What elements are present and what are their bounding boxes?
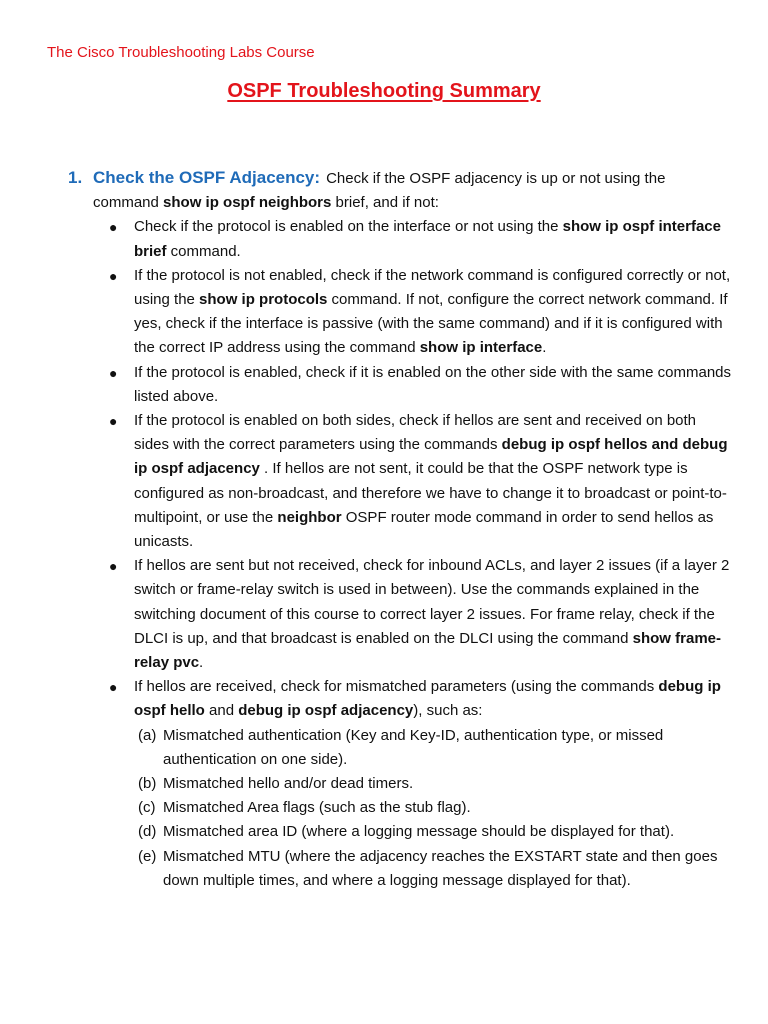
section-check-adjacency xyxy=(68,166,733,893)
list-item-text: . If hellos are not sent, it could be that the OSPF network type is configured as non-broadcast, and therefore we have to change it to broadcast or point-to-multipoint, or use the xyxy=(134,460,727,526)
list-item xyxy=(93,554,733,675)
sub-item-text: Mismatched MTU (where the adjacency reaches the EXSTART state and then goes down multiple times, and where a logging message displayed for that). xyxy=(163,847,718,889)
list-item xyxy=(93,215,733,263)
sub-item-marker: (c) xyxy=(138,799,156,817)
mismatch-list xyxy=(93,724,733,893)
list-item xyxy=(93,264,733,361)
bullet-icon: ● xyxy=(109,364,118,381)
sub-item-marker: (e) xyxy=(138,847,157,865)
bullet-icon: ● xyxy=(109,679,118,696)
sub-item-marker: (d) xyxy=(138,823,157,841)
sub-list-item xyxy=(93,796,733,820)
command-text: show ip interface xyxy=(419,339,543,357)
intro-text-end: brief, and if not: xyxy=(331,194,439,212)
sub-item-text: Mismatched authentication (Key and Key-ID, authentication type, or missed authentication on one side). xyxy=(163,726,664,768)
course-header: The Cisco Troubleshooting Labs Course xyxy=(47,44,315,61)
command-text: neighbor xyxy=(277,508,342,526)
list-item-text: If hellos are received, check for mismatched parameters (using the commands xyxy=(134,678,659,696)
list-item-text: If the protocol is not enabled, check if the network command is configured correctly or not, using the xyxy=(134,266,731,309)
sub-list-item xyxy=(93,772,733,796)
section-number: 1. xyxy=(68,168,83,187)
list-item-text: If hellos are sent but not received, check for inbound ACLs, and layer 2 issues (if a layer 2 switch or frame-relay switch is used in between). Use the commands explained in the switching document of this course to correct layer 2 issues. For frame relay, check if the DLCI is up, and that broadcast is enabled on the DLCI using the command xyxy=(134,557,730,647)
sub-list-item xyxy=(93,845,733,893)
list-item-text: ), such as: xyxy=(413,702,483,720)
section-heading: Check the OSPF Adjacency: xyxy=(93,168,321,187)
list-item-text: command. xyxy=(166,242,241,260)
bullet-icon: ● xyxy=(109,558,118,575)
section-intro xyxy=(68,166,733,215)
command-text: debug ip ospf hellos and debug ip ospf adjacency xyxy=(134,436,728,478)
list-item-text: . xyxy=(199,654,204,672)
document-title-text: OSPF Troubleshooting Summary xyxy=(227,80,541,102)
list-item-text: OSPF router mode command in order to send hellos as unicasts. xyxy=(134,508,714,551)
intro-command: show ip ospf neighbors xyxy=(163,194,332,212)
sub-item-text: Mismatched hello and/or dead timers. xyxy=(163,775,414,793)
list-item-text: If the protocol is enabled on both sides, check if hellos are sent and received on both sides with the correct parameters using the commands xyxy=(134,412,697,454)
bullet-icon: ● xyxy=(109,267,118,284)
command-text: debug ip ospf adjacency xyxy=(238,702,414,720)
list-item xyxy=(93,409,733,554)
bullet-icon: ● xyxy=(109,219,118,236)
list-item-text: If the protocol is enabled, check if it is enabled on the other side with the same commands listed above. xyxy=(134,363,731,405)
list-item xyxy=(93,675,733,723)
list-item-text: . xyxy=(542,339,547,357)
sub-item-marker: (b) xyxy=(138,775,157,793)
list-item-text: and xyxy=(204,702,239,720)
sub-list-item xyxy=(93,724,733,772)
sub-item-marker: (a) xyxy=(138,726,157,744)
check-list xyxy=(93,215,733,723)
list-item-text: command. If not, configure the correct network command. If yes, check if the interface is passive (with the same command) and if it is configured with the correct IP address using the command xyxy=(134,291,728,357)
sub-list-item xyxy=(93,820,733,844)
list-item xyxy=(93,361,733,409)
command-text: show ip protocols xyxy=(199,291,328,309)
command-text: show ip ospf interface brief xyxy=(134,218,721,260)
command-text: debug ip ospf hello xyxy=(134,678,721,720)
intro-text: Check if the OSPF adjacency is up or not using the command xyxy=(93,170,666,212)
document-title xyxy=(0,80,768,103)
command-text: show frame-relay pvc xyxy=(134,629,721,672)
bullet-icon: ● xyxy=(109,413,118,430)
sub-item-text: Mismatched Area flags (such as the stub flag). xyxy=(163,799,471,817)
list-item-text: Check if the protocol is enabled on the interface or not using the xyxy=(134,218,563,236)
sub-item-text: Mismatched area ID (where a logging message should be displayed for that). xyxy=(163,823,675,841)
